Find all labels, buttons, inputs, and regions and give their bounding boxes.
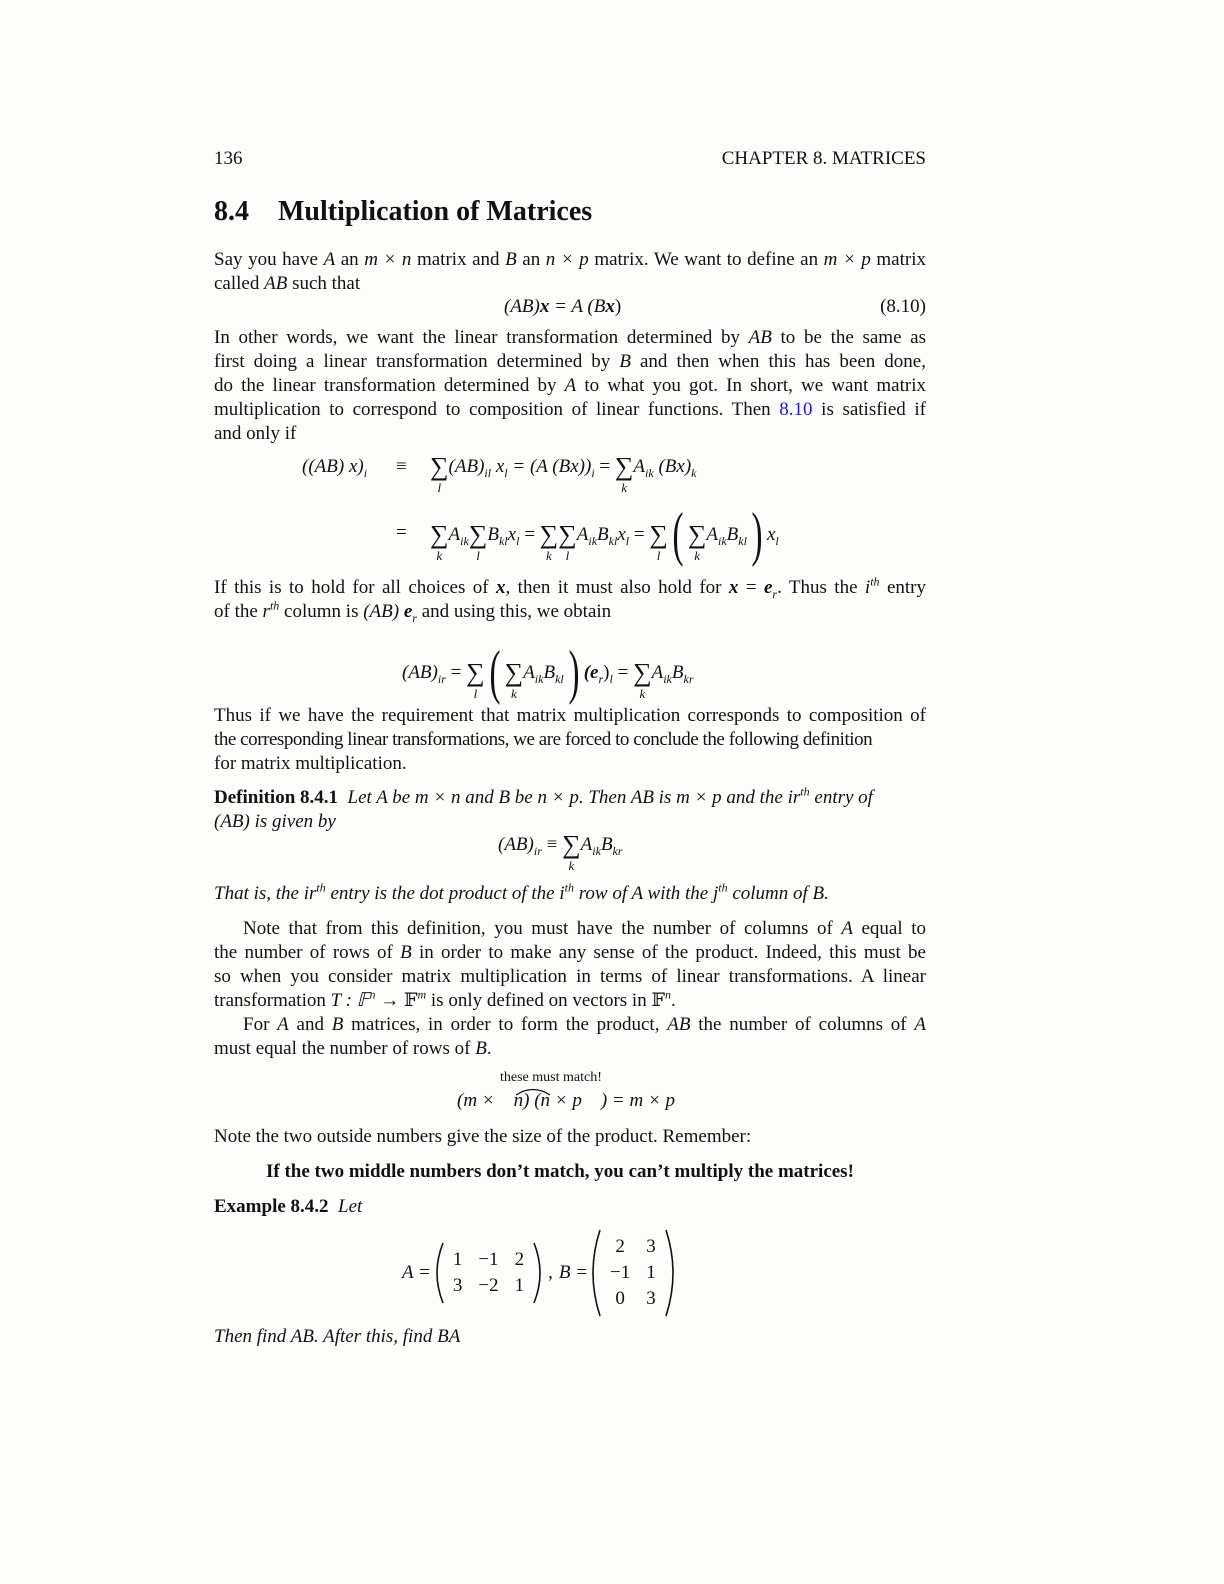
paragraph-line: (AB) is given by (214, 811, 336, 832)
derivation-row-1-rhs: ∑ l $(AB)_{il}$ $x_l = (A$ $(Bx))_i$ = ∑ k $A_{ik}$ $(Bx)_k$ (430, 452, 697, 495)
section-title: Multiplication of Matrices (278, 196, 593, 227)
paragraph-line: That is, the $ir^{th}$ entry is the dot product of the $i^{th}$ row of A with the $j^{th}$ column of B. (214, 880, 829, 904)
equation-8-10: (AB)x = A (Bx) (504, 296, 622, 317)
paragraph-line: For A and B matrices, in order to form the product, AB the number of columns of A (243, 1014, 927, 1035)
paragraph-line: multiplication to correspond to composition of linear functions. Then 8.10 is satisfied if (214, 399, 926, 420)
paragraph-line: so when you consider matrix multiplication in terms of linear transformations. A linear (214, 966, 926, 987)
paragraph-line: In other words, we want the linear transformation determined by AB to be the same as (214, 327, 926, 348)
match-expression: (m × n) (n × p ) = m × p (457, 1090, 676, 1111)
right-paren-icon (664, 1228, 678, 1318)
paragraph-line: Note the two outside numbers give the size of the product. Remember: (214, 1126, 752, 1147)
paragraph-line: of the $r^{th}$ column is (AB) $e_r$ and using this, we obtain (214, 598, 612, 625)
example-heading: Example 8.4.2 Let (214, 1196, 363, 1217)
matrix-a: 1 −1 2 3 −2 1 (452, 1249, 525, 1296)
warning-text: If the two middle numbers don’t match, you can’t multiply the matrices! (266, 1161, 854, 1182)
equation-reference-link[interactable]: 8.10 (779, 399, 813, 420)
derivation-row-1-relation: ≡ (396, 456, 407, 477)
left-paren-icon (431, 1241, 445, 1305)
matrix-b-label: B = (558, 1262, 588, 1283)
example-label: Example 8.4.2 (214, 1196, 329, 1217)
derivation-row-2-rhs: ∑ k $A_{ik}\sum$ l $B_{kl}x_l$ = ∑ k ∑ l $A_{ik}B_{kl}x_l$ = ∑ l ( ∑ k $A_{ik}B_{kl}$) $x_l$ (430, 501, 779, 567)
paragraph-line: Say you have A an m × n matrix and B an n × p matrix. We want to define an m × p matrix (214, 249, 926, 270)
equation-ab-ir: $(AB)_{ir}$ = ∑ l ( ∑ k $A_{ik}B_{kl}$) $(e_r)_l$ = ∑ k $A_{ik}B_{kr}$ (402, 639, 694, 705)
section-heading (214, 196, 592, 228)
definition-block: Definition 8.4.1 Let A be m × n and B be n × p. Then AB is m × p and the $ir^{th}$ entry of (214, 784, 873, 808)
matrix-a-label: A = (402, 1262, 431, 1283)
paragraph-line: first doing a linear transformation determined by B and then when this has been done, (214, 351, 926, 372)
page-number: 136 (214, 148, 243, 169)
paragraph-line: for matrix multiplication. (214, 753, 407, 774)
section-number: 8.4 (214, 196, 249, 227)
paragraph-line: transformation T : 𝔽$^n$ → 𝔽$^m$ is only defined on vectors in 𝔽$^n$. (214, 987, 676, 1011)
right-paren-icon (532, 1241, 546, 1305)
match-annotation: these must match! (500, 1070, 602, 1085)
left-paren-icon (588, 1228, 602, 1318)
derivation-row-2-relation: = (396, 522, 407, 543)
definition-label: Definition 8.4.1 (214, 787, 339, 808)
paragraph-line: called AB such that (214, 273, 361, 294)
paragraph-line: Thus if we have the requirement that matrix multiplication corresponds to composition of (214, 705, 926, 726)
equation-label: (8.10) (880, 296, 926, 317)
paragraph-line: the corresponding linear transformations, we are forced to conclude the following definition (214, 729, 873, 750)
running-header-chapter: CHAPTER 8. MATRICES (721, 148, 926, 169)
paragraph-line: do the linear transformation determined by A to what you got. In short, we want matrix (214, 375, 926, 396)
paragraph-line: the number of rows of B in order to make any sense of the product. Indeed, this must be (214, 942, 926, 963)
paragraph-line: must equal the number of rows of B. (214, 1038, 492, 1059)
paragraph-line: and only if (214, 423, 297, 444)
definition-equation: $(AB)_{ir}$ ≡ ∑ k $A_{ik}B_{kr}$ (498, 830, 623, 873)
example-matrices: A = 1 −1 2 3 −2 1 , B = 2 3 −1 1 0 3 (402, 1228, 678, 1318)
derivation-row-1-lhs: ((AB) $x)_i$ (302, 456, 368, 480)
matrix-b: 2 3 −1 1 0 3 (610, 1236, 656, 1309)
example-instruction: Then find AB. After this, find BA (214, 1326, 461, 1347)
paragraph-line: Note that from this definition, you must have the number of columns of A equal to (243, 918, 926, 939)
paragraph-line: If this is to hold for all choices of x, then it must also hold for $x = e_r$. Thus the $i^{th}$ entry (214, 574, 926, 601)
